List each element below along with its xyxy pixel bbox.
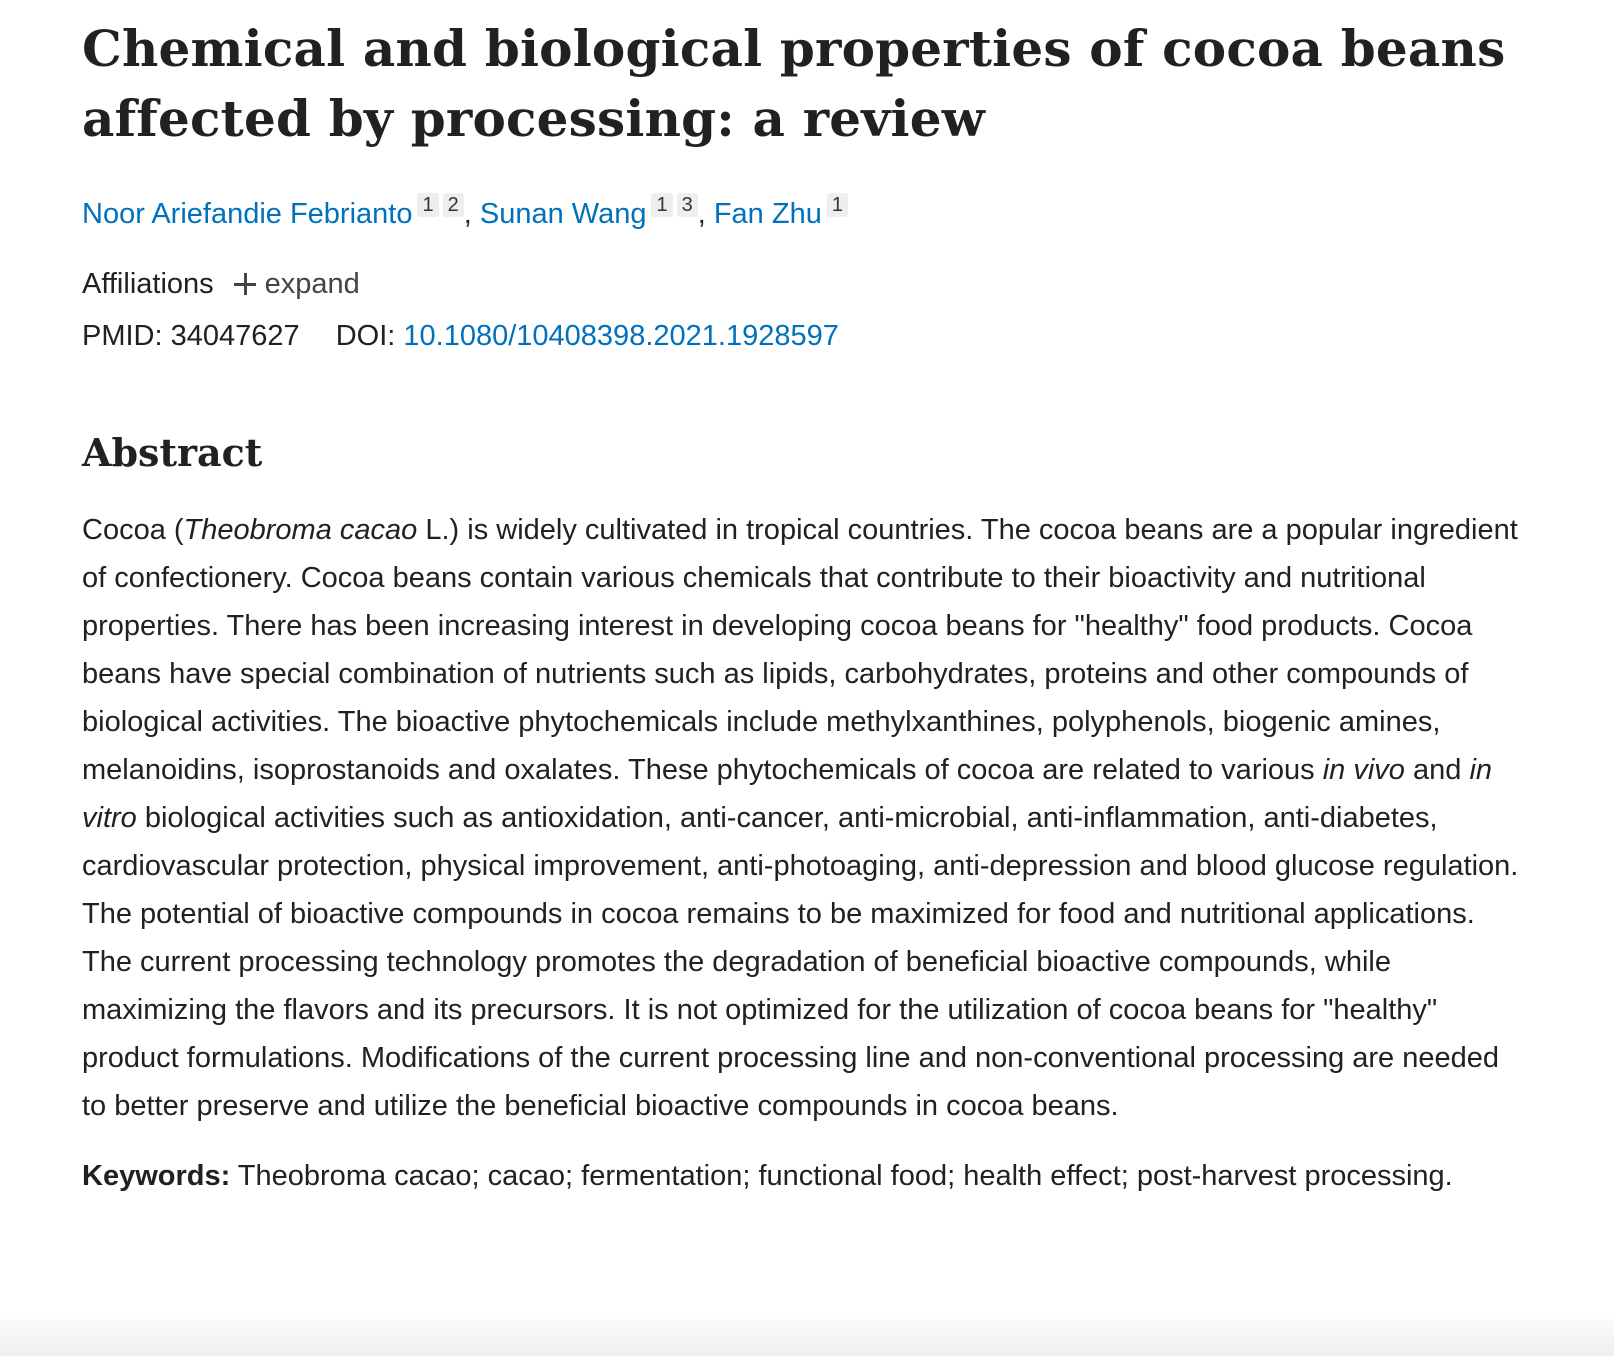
- affiliation-ref[interactable]: 1: [651, 193, 672, 217]
- identifiers-row: [82, 316, 1522, 356]
- pmid-value: 34047627: [170, 320, 300, 352]
- affiliation-ref[interactable]: 1: [827, 193, 848, 217]
- pmid-label: PMID:: [82, 320, 163, 352]
- keywords-text: Theobroma cacao; cacao; fermentation; functional food; health effect; post-harvest processing.: [230, 1160, 1453, 1192]
- affiliations-label: Affiliations: [82, 268, 214, 300]
- expand-affiliations-button[interactable]: [234, 264, 360, 304]
- authors-list: [82, 194, 1522, 234]
- abstract-segment: Cocoa (: [82, 514, 184, 546]
- abstract-segment: and: [1404, 754, 1470, 786]
- abstract-italic-segment: in vivo: [1322, 754, 1405, 786]
- abstract-italic-segment: Theobroma cacao: [183, 514, 418, 546]
- abstract-text: [82, 506, 1522, 1130]
- abstract-italic-segment: in vitro: [82, 754, 1493, 834]
- affiliation-ref[interactable]: 2: [443, 193, 464, 217]
- article-page: [82, 14, 1522, 1200]
- doi-link[interactable]: 10.1080/10408398.2021.1928597: [403, 320, 839, 352]
- author-separator: ,: [697, 198, 714, 230]
- keywords: [82, 1152, 1522, 1200]
- bottom-fade: [0, 1310, 1614, 1356]
- keywords-label: Keywords:: [82, 1160, 231, 1192]
- expand-label: expand: [264, 268, 360, 300]
- affiliation-ref[interactable]: 3: [677, 193, 698, 217]
- plus-icon: [234, 273, 256, 295]
- author-separator: ,: [463, 198, 480, 230]
- doi-label: DOI:: [335, 320, 396, 352]
- abstract-heading: Abstract: [82, 430, 263, 475]
- affiliation-ref[interactable]: 1: [417, 193, 438, 217]
- article-title: Chemical and biological properties of cocoa beans affected by processing: a review: [82, 19, 1506, 148]
- author-link[interactable]: Noor Ariefandie Febrianto: [82, 198, 413, 230]
- abstract-segment: L.) is widely cultivated in tropical countries. The cocoa beans are a popular ingredient of confectionery. Cocoa beans contain various chemicals that contribute to their bioactivity and nutritional properties. There has been increasing interest in developing cocoa beans for "healthy" food products. Cocoa beans have special combination of nutrients such as lipids, carbohydrates, proteins and other compounds of biological activities. The bioactive phytochemicals include methylxanthines, polyphenols, biogenic amines, melanoidins, isoprostanoids and oxalates. These phytochemicals of cocoa are related to various: [82, 514, 1518, 786]
- author-link[interactable]: Fan Zhu: [713, 198, 822, 230]
- abstract-segment: biological activities such as antioxidation, anti-cancer, anti-microbial, anti-inflammation, anti-diabetes, cardiovascular protection, physical improvement, anti-photoaging, anti-depression and blood glucose regulation. The potential of bioactive compounds in cocoa remains to be maximized for food and nutritional applications. The current processing technology promotes the degradation of beneficial bioactive compounds, while maximizing the flavors and its precursors. It is not optimized for the utilization of cocoa beans for "healthy" product formulations. Modifications of the current processing line and non-conventional processing are needed to better preserve and utilize the beneficial bioactive compounds in cocoa beans.: [82, 802, 1519, 1122]
- affiliations-row: [82, 264, 1522, 304]
- author-link[interactable]: Sunan Wang: [479, 198, 647, 230]
